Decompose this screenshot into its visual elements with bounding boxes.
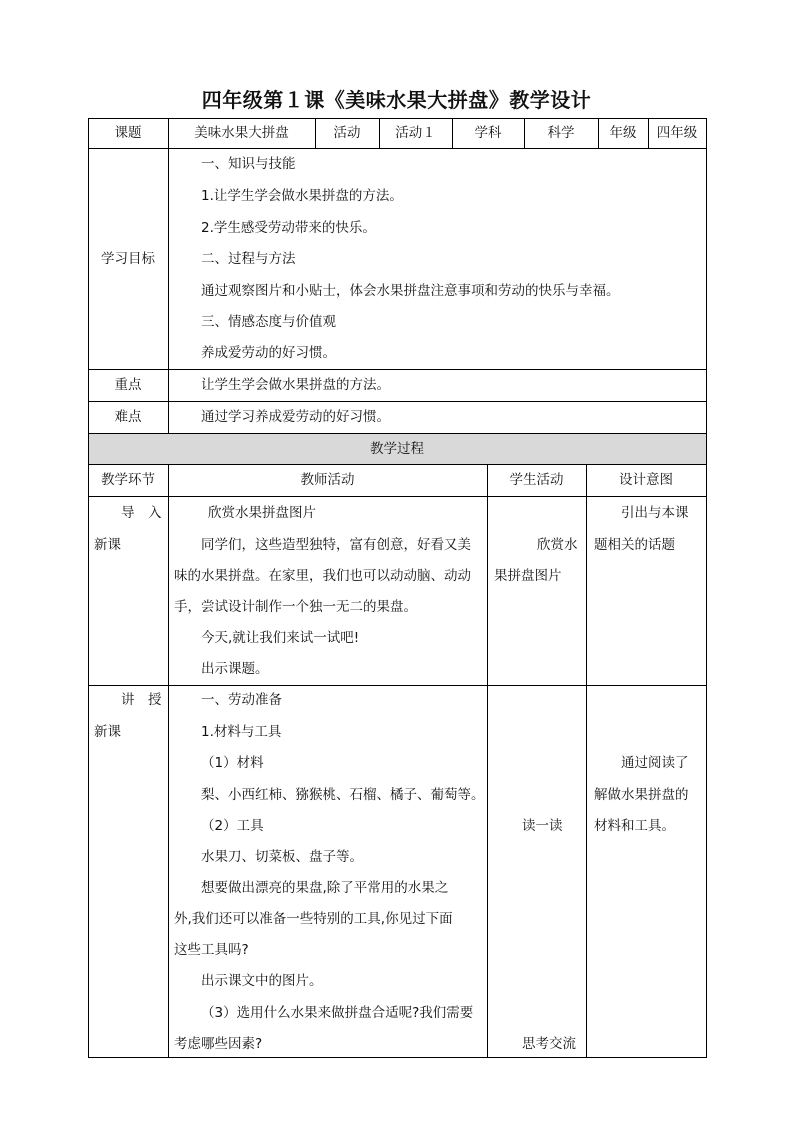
activity-value: 活动１ bbox=[395, 125, 436, 141]
column-header-teacher: 教师活动 bbox=[300, 472, 355, 488]
activity-label: 活动 bbox=[333, 125, 361, 141]
teach-intent-line: 解做水果拼盘的 bbox=[594, 787, 689, 803]
intro-teacher-line: 今天,就让我们来试一试吧! bbox=[201, 630, 360, 646]
intro-teacher-line: 欣赏水果拼盘图片 bbox=[208, 505, 316, 521]
teach-teacher-line: 水果刀、切菜板、盘子等。 bbox=[201, 849, 363, 865]
difficulty-value: 通过学习养成爱劳动的好习惯。 bbox=[201, 409, 390, 425]
intro-intent-line: 引出与本课 bbox=[621, 505, 689, 521]
objective-line: 2.学生感受劳动带来的快乐。 bbox=[201, 220, 376, 236]
column-header-student: 学生活动 bbox=[509, 472, 564, 488]
teach-teacher-line: （2）工具 bbox=[201, 818, 264, 834]
teach-teacher-line: 考虑哪些因素? bbox=[174, 1036, 263, 1052]
objective-line: 养成爱劳动的好习惯。 bbox=[201, 345, 336, 361]
objective-line: 一、知识与技能 bbox=[201, 156, 296, 172]
intro-teacher-line: 手，尝试设计制作一个独一无二的果盘。 bbox=[174, 599, 417, 615]
document-title: 四年级第１课《美味水果大拼盘》教学设计 bbox=[201, 88, 592, 112]
key-point-value: 让学生学会做水果拼盘的方法。 bbox=[201, 377, 390, 393]
objective-line: 通过观察图片和小贴士，体会水果拼盘注意事项和劳动的快乐与幸福。 bbox=[201, 283, 620, 299]
difficulty-label: 难点 bbox=[114, 409, 142, 425]
teach-stage-line: 新课 bbox=[94, 724, 121, 740]
process-heading: 教学过程 bbox=[370, 441, 424, 457]
key-point-label: 重点 bbox=[114, 377, 142, 393]
column-header-intent: 设计意图 bbox=[619, 472, 673, 488]
teach-teacher-line: 梨、小西红柿、猕猴桃、石榴、橘子、葡萄等。 bbox=[201, 787, 485, 803]
intro-teacher-line: 同学们，这些造型独特，富有创意，好看又美 bbox=[201, 537, 471, 553]
topic-value: 美味水果大拼盘 bbox=[194, 125, 289, 141]
teach-student-line: 思考交流 bbox=[522, 1036, 576, 1052]
topic-label: 课题 bbox=[114, 125, 142, 141]
teach-intent-line: 通过阅读了 bbox=[621, 755, 689, 771]
subject-value: 科学 bbox=[547, 125, 575, 141]
objectives-label: 学习目标 bbox=[101, 251, 155, 267]
teach-teacher-line: （1）材料 bbox=[201, 755, 264, 771]
teach-teacher-line: 这些工具吗? bbox=[174, 942, 249, 958]
teach-teacher-line: 外,我们还可以准备一些特别的工具,你见过下面 bbox=[174, 911, 453, 927]
objective-line: 二、过程与方法 bbox=[201, 251, 296, 267]
grade-value: 四年级 bbox=[656, 125, 698, 141]
intro-intent-line: 题相关的话题 bbox=[594, 537, 675, 553]
teach-teacher-line: 出示课文中的图片。 bbox=[201, 973, 323, 989]
teach-teacher-line: 1.材料与工具 bbox=[201, 724, 282, 740]
column-header-stage: 教学环节 bbox=[101, 472, 155, 488]
intro-stage-line: 新课 bbox=[94, 537, 121, 553]
intro-student-line: 果拼盘图片 bbox=[494, 568, 562, 584]
teach-student-line: 读一读 bbox=[522, 818, 563, 834]
intro-teacher-line: 味的水果拼盘。在家里，我们也可以动动脑、动动 bbox=[174, 568, 471, 584]
teach-teacher-line: （3）选用什么水果来做拼盘合适呢?我们需要 bbox=[201, 1005, 474, 1021]
intro-teacher-line: 出示课题。 bbox=[201, 661, 269, 677]
objective-line: 三、情感态度与价值观 bbox=[201, 314, 336, 330]
subject-label: 学科 bbox=[474, 125, 502, 141]
intro-student-line: 欣赏水 bbox=[537, 537, 578, 553]
intro-stage-line: 导 入 bbox=[121, 505, 162, 521]
teach-teacher-line: 想要做出漂亮的果盘,除了平常用的水果之 bbox=[201, 880, 449, 896]
teach-teacher-line: 一、劳动准备 bbox=[201, 692, 282, 708]
teach-intent-line: 材料和工具。 bbox=[594, 818, 675, 834]
grade-label: 年级 bbox=[609, 125, 637, 141]
objective-line: 1.让学生学会做水果拼盘的方法。 bbox=[201, 188, 403, 204]
teach-stage-line: 讲 授 bbox=[121, 692, 162, 708]
